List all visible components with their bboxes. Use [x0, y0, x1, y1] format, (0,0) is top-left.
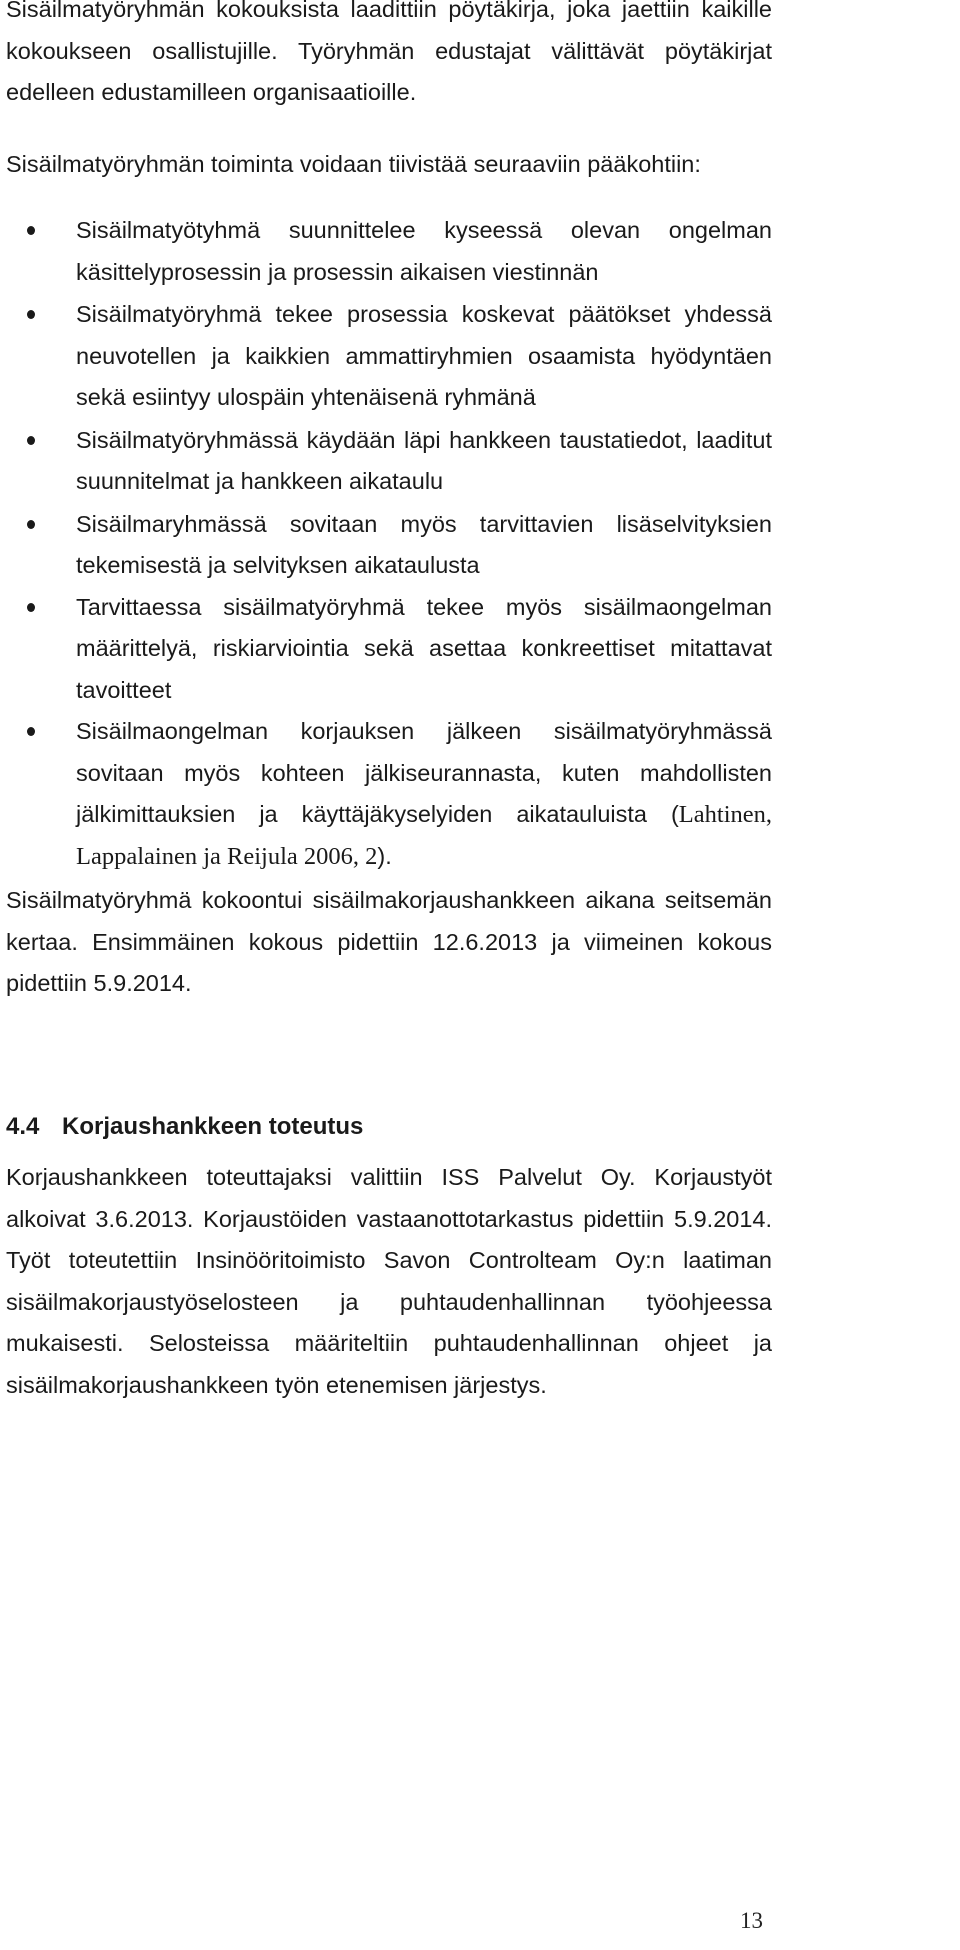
intro-paragraph: Sisäilmatyöryhmän kokouksista laadittiin pöytäkirja, joka jaettiin kaikille kokoukseen osallistujille. Työryhmän edustajat välittävät pöytäkirjat edelleen edustamilleen organisaatioille.: [6, 0, 772, 105]
bullet-text: Sisäilmaongelman korjauksen jälkeen sisäilmatyöryhmässä sovitaan myös kohteen jälkiseurannasta, kuten mahdollisten jälkimittauksien ja käyttäjäkyselyiden aikatauluista (: [76, 718, 772, 827]
section-heading: [6, 1107, 363, 1147]
bullet-item: [0, 711, 772, 877]
section-title: Korjaushankkeen toteutus: [62, 1113, 364, 1140]
implementation-paragraph: Korjaushankkeen toteuttajaksi valittiin ISS Palvelut Oy. Korjaustyöt alkoivat 3.6.2013. Korjaustöiden vastaanottotarkastus pidettiin 5.9.2014. Työt toteutettiin Insinööritoimisto Savon Controlteam Oy:n laatiman sisäilmakorjaustyöselosteen ja puhtaudenhallinnan työohjeessa mukaisesti. Selosteissa määriteltiin puhtaudenhallinnan ohjeet ja sisäilmakorjaushankkeen työn etenemisen järjestys.: [6, 1164, 772, 1398]
bullet-item: [0, 587, 772, 712]
citation: Lahtinen, Lappalainen ja Reijula 2006, 2: [76, 801, 772, 870]
bullet-text: Sisäilmaryhmässä sovitaan myös tarvittavien lisäselvityksien tekemisestä ja selvityksen aikataulusta: [76, 510, 772, 578]
bullet-item: [0, 294, 772, 419]
bullet-icon: [27, 727, 35, 736]
citation-close: ).: [377, 842, 392, 869]
bullet-text: Sisäilmatyötyhmä suunnittelee kyseessä olevan ongelman käsittelyprosessin ja prosessin aikaisen viestinnän: [76, 217, 772, 285]
meetings-paragraph: Sisäilmatyöryhmä kokoontui sisäilmakorjaushankkeen aikana seitsemän kertaa. Ensimmäinen kokous pidettiin 12.6.2013 ja viimeinen kokous pidettiin 5.9.2014.: [6, 887, 772, 996]
bullet-text: Sisäilmatyöryhmässä käydään läpi hankkeen taustatiedot, laaditut suunnitelmat ja hankkeen aikataulu: [76, 426, 772, 494]
bullet-text: Sisäilmatyöryhmä tekee prosessia koskevat päätökset yhdessä neuvotellen ja kaikkien ammattiryhmien osaamista hyödyntäen sekä esiintyy ulospäin yhtenäisenä ryhmänä: [76, 301, 772, 410]
bullet-icon: [27, 226, 35, 235]
summary-bullet-list: [0, 210, 772, 877]
bullet-icon: [27, 310, 35, 319]
bullet-text: Tarvittaessa sisäilmatyöryhmä tekee myös sisäilmaongelman määrittelyä, riskiarviointia sekä asettaa konkreettiset mitattavat tavoitteet: [76, 593, 772, 703]
section-number: 4.4: [6, 1113, 40, 1140]
bullet-icon: [27, 603, 35, 612]
bullet-item: [0, 420, 772, 503]
bullet-icon: [27, 436, 35, 445]
bullet-item: [0, 504, 772, 587]
page-number: 13: [740, 1908, 763, 1933]
bullet-icon: [27, 520, 35, 529]
bullet-item: [0, 210, 772, 293]
summary-lead-paragraph: Sisäilmatyöryhmän toiminta voidaan tiivistää seuraaviin pääkohtiin:: [6, 151, 701, 177]
